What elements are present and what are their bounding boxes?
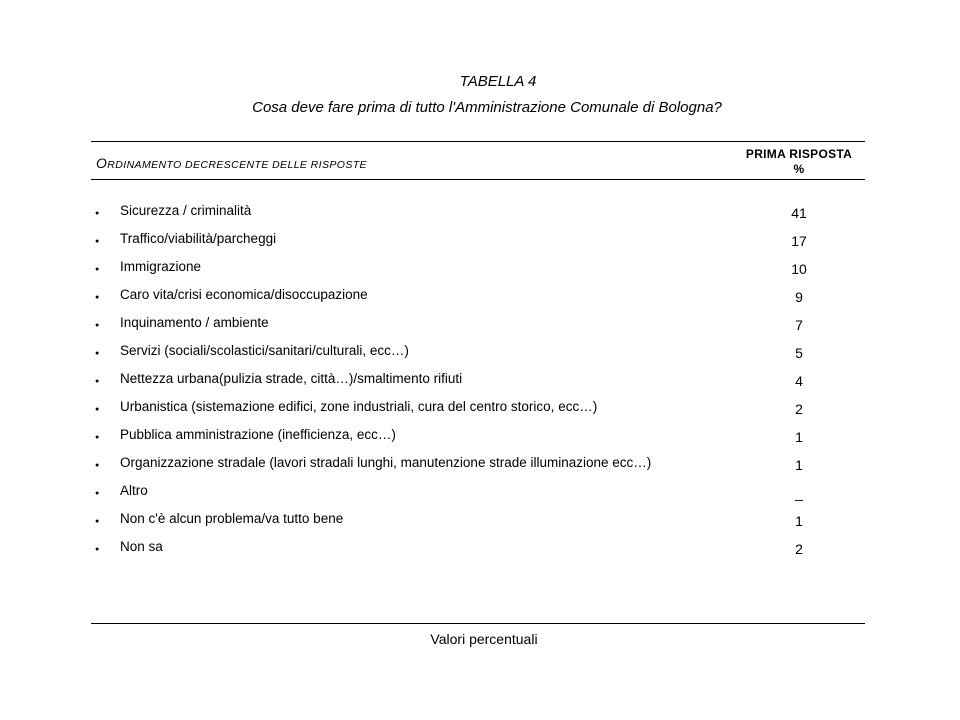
answer-label: Organizzazione stradale (lavori stradali lunghi, manutenzione strade illuminazione ecc…): [120, 455, 652, 470]
answer-label: Caro vita/crisi economica/disoccupazione: [120, 287, 368, 302]
table-row: [91, 399, 865, 427]
answer-label: Immigrazione: [120, 259, 202, 274]
table-top-rule: [91, 141, 865, 142]
table-row: [91, 259, 865, 287]
footer-note: Valori percentuali: [430, 631, 538, 647]
bullet-icon: ●: [95, 378, 100, 385]
table-row: [91, 343, 865, 371]
header-rule: [91, 179, 865, 180]
bullet-icon: ●: [95, 546, 100, 553]
answer-label: Nettezza urbana(pulizia strade, città…)/smaltimento rifiuti: [120, 371, 463, 386]
answer-percentage: 7: [795, 317, 803, 333]
answer-label: Urbanistica (sistemazione edifici, zone industriali, cura del centro storico, ecc…): [120, 399, 598, 414]
answer-percentage: 10: [791, 261, 807, 277]
table-row: [91, 539, 865, 567]
answer-percentage: 41: [791, 205, 807, 221]
header-label: ORDINAMENTO DECRESCENTE DELLE RISPOSTE: [96, 155, 367, 171]
answer-label: Servizi (sociali/scolastici/sanitari/culturali, ecc…): [120, 343, 409, 358]
answer-label: Sicurezza / criminalità: [120, 203, 252, 218]
table-row: [91, 315, 865, 343]
answer-label: Pubblica amministrazione (inefficienza, ecc…): [120, 427, 396, 442]
survey-question: Cosa deve fare prima di tutto l'Amministrazione Comunale di Bologna?: [252, 99, 722, 116]
table-row: [91, 371, 865, 399]
answer-label: Inquinamento / ambiente: [120, 315, 269, 330]
header-column-unit: %: [793, 162, 805, 176]
table-row: [91, 287, 865, 315]
bullet-icon: ●: [95, 266, 100, 273]
table-bottom-rule: [91, 623, 865, 624]
answer-percentage: 2: [795, 541, 803, 557]
answer-percentage: 4: [795, 373, 803, 389]
answer-label: Traffico/viabilità/parcheggi: [120, 231, 277, 246]
bullet-icon: ●: [95, 238, 100, 245]
table-row: [91, 511, 865, 539]
header-column: [734, 147, 864, 177]
answer-percentage: 1: [795, 513, 803, 529]
bullet-icon: ●: [95, 406, 100, 413]
answer-percentage: 2: [795, 401, 803, 417]
bullet-icon: ●: [95, 210, 100, 217]
table-title: TABELLA 4: [459, 73, 537, 90]
answer-percentage: 1: [795, 429, 803, 445]
answer-label: Non sa: [120, 539, 163, 554]
bullet-icon: ●: [95, 294, 100, 301]
bullet-icon: ●: [95, 322, 100, 329]
bullet-icon: ●: [95, 434, 100, 441]
answers-list: [91, 203, 865, 567]
answer-percentage: _: [795, 485, 803, 501]
answer-percentage: 1: [795, 457, 803, 473]
table-row: [91, 203, 865, 231]
answer-percentage: 9: [795, 289, 803, 305]
answer-label: Altro: [120, 483, 148, 498]
answer-label: Non c'è alcun problema/va tutto bene: [120, 511, 344, 526]
bullet-icon: ●: [95, 518, 100, 525]
bullet-icon: ●: [95, 350, 100, 357]
header-column-title: PRIMA RISPOSTA: [745, 147, 853, 161]
bullet-icon: ●: [95, 462, 100, 469]
table-row: [91, 231, 865, 259]
table-row: [91, 483, 865, 511]
table-row: [91, 455, 865, 483]
answer-percentage: 17: [791, 233, 807, 249]
bullet-icon: ●: [95, 490, 100, 497]
table-row: [91, 427, 865, 455]
answer-percentage: 5: [795, 345, 803, 361]
